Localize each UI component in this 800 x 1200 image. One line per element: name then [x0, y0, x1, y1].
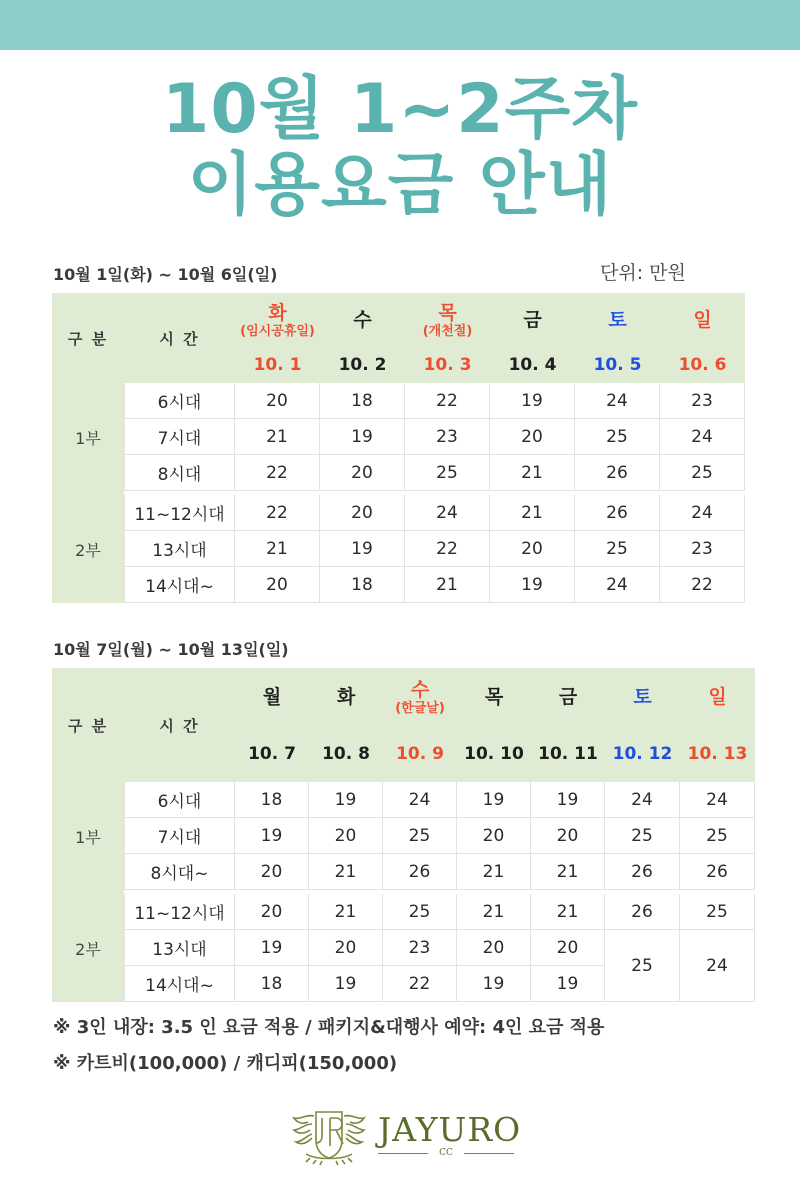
time-slot: 7시대 — [124, 419, 235, 455]
table-row — [52, 894, 755, 930]
rate-cell: 22 — [235, 455, 320, 491]
rate-cell: 21 — [457, 854, 531, 890]
rate-cell: 26 — [605, 894, 680, 930]
time-slot: 8시대~ — [124, 854, 235, 890]
rate-cell: 24 — [405, 495, 490, 531]
rate-cell: 20 — [457, 930, 531, 966]
rate-cell: 20 — [320, 455, 405, 491]
day-header: 화 — [309, 668, 383, 726]
date-header: 10. 11 — [531, 726, 605, 782]
rate-cell: 23 — [383, 930, 457, 966]
rate-cell: 21 — [531, 894, 605, 930]
rate-cell: 19 — [235, 818, 309, 854]
table-row — [52, 567, 745, 603]
rate-cell: 19 — [235, 930, 309, 966]
part-label: 2부 — [52, 894, 124, 1002]
date-header: 10. 2 — [320, 347, 405, 383]
table-row — [52, 930, 755, 966]
rate-cell: 21 — [235, 531, 320, 567]
note-line: ※ 3인 내장: 3.5 인 요금 적용 / 패키지&대행사 예약: 4인 요금 적용 — [53, 1017, 605, 1038]
rate-cell: 19 — [309, 782, 383, 818]
table-row — [52, 419, 745, 455]
note-line: ※ 카트비(100,000) / 캐디피(150,000) — [53, 1053, 398, 1074]
rate-cell: 20 — [235, 894, 309, 930]
week1-period: 10월 1일(화) ~ 10월 6일(일) — [53, 265, 278, 284]
rate-cell: 25 — [383, 894, 457, 930]
rate-cell: 20 — [531, 818, 605, 854]
time-slot: 13시대 — [124, 930, 235, 966]
time-slot: 14시대~ — [124, 567, 235, 603]
rate-cell: 19 — [457, 966, 531, 1002]
rate-cell: 21 — [457, 894, 531, 930]
time-header: 시 간 — [124, 668, 235, 782]
rate-cell: 21 — [309, 894, 383, 930]
week1-rate-table — [52, 293, 745, 603]
date-header: 10. 6 — [660, 347, 745, 383]
rate-cell: 26 — [680, 854, 755, 890]
unit-label: 단위: 만원 — [600, 262, 686, 284]
brand-logo — [286, 1104, 526, 1166]
rate-cell: 19 — [490, 567, 575, 603]
rate-cell: 19 — [320, 531, 405, 567]
day-header: 수 — [320, 293, 405, 347]
date-header: 10. 7 — [235, 726, 309, 782]
rate-cell-merged: 25 — [605, 930, 680, 1002]
time-slot: 11~12시대 — [124, 894, 235, 930]
time-slot: 6시대 — [124, 383, 235, 419]
rate-cell: 25 — [575, 419, 660, 455]
day-header: 일 — [680, 668, 755, 726]
rate-cell: 25 — [660, 455, 745, 491]
title-line-1: 10월 1~2주차 — [162, 70, 638, 149]
time-header: 시 간 — [124, 293, 235, 383]
rate-cell: 23 — [660, 383, 745, 419]
date-header: 10. 4 — [490, 347, 575, 383]
rate-cell: 25 — [680, 818, 755, 854]
time-slot: 7시대 — [124, 818, 235, 854]
rate-cell: 20 — [309, 930, 383, 966]
date-header: 10. 3 — [405, 347, 490, 383]
logo-wordmark: JAYURO — [378, 1110, 522, 1149]
rate-cell: 24 — [383, 782, 457, 818]
time-slot: 6시대 — [124, 782, 235, 818]
rate-cell: 20 — [235, 383, 320, 419]
division-header: 구 분 — [52, 668, 124, 782]
rate-cell: 19 — [531, 966, 605, 1002]
rate-cell: 24 — [680, 782, 755, 818]
rate-cell: 18 — [320, 567, 405, 603]
part-label: 2부 — [52, 495, 124, 603]
rate-cell: 24 — [660, 495, 745, 531]
rate-cell: 21 — [235, 419, 320, 455]
rate-cell: 25 — [383, 818, 457, 854]
date-header: 10. 12 — [605, 726, 680, 782]
rate-cell: 22 — [660, 567, 745, 603]
rate-cell: 23 — [660, 531, 745, 567]
rate-cell: 20 — [490, 531, 575, 567]
rate-cell: 20 — [490, 419, 575, 455]
rate-cell: 18 — [320, 383, 405, 419]
rate-cell: 19 — [320, 419, 405, 455]
day-header: 금 — [531, 668, 605, 726]
rate-cell: 22 — [405, 531, 490, 567]
title-line-2: 이용요금 안내 — [187, 146, 613, 225]
rate-cell: 25 — [605, 818, 680, 854]
rate-cell: 22 — [383, 966, 457, 1002]
rate-cell: 19 — [309, 966, 383, 1002]
rate-cell: 24 — [605, 782, 680, 818]
notes-section — [53, 1014, 604, 1086]
rate-cell: 26 — [383, 854, 457, 890]
rate-cell: 26 — [575, 495, 660, 531]
table-row — [52, 495, 745, 531]
page-title — [0, 72, 800, 224]
date-header: 10. 1 — [235, 347, 320, 383]
day-header: 목 — [457, 668, 531, 726]
day-header: 목 (개천절) — [405, 293, 490, 347]
part-label: 1부 — [52, 782, 124, 890]
date-header: 10. 9 — [383, 726, 457, 782]
rate-cell: 21 — [309, 854, 383, 890]
rate-cell: 25 — [680, 894, 755, 930]
table-row — [52, 455, 745, 491]
rate-cell: 23 — [405, 419, 490, 455]
time-slot: 14시대~ — [124, 966, 235, 1002]
rate-cell: 18 — [235, 966, 309, 1002]
rate-cell: 25 — [575, 531, 660, 567]
rate-cell: 25 — [405, 455, 490, 491]
table-row — [52, 818, 755, 854]
date-header: 10. 13 — [680, 726, 755, 782]
rate-cell: 20 — [235, 854, 309, 890]
time-slot: 13시대 — [124, 531, 235, 567]
table-row — [52, 383, 745, 419]
rate-cell: 21 — [405, 567, 490, 603]
date-header: 10. 5 — [575, 347, 660, 383]
day-header: 토 — [605, 668, 680, 726]
rate-cell: 20 — [235, 567, 320, 603]
rate-cell: 20 — [320, 495, 405, 531]
rate-cell: 20 — [309, 818, 383, 854]
day-header: 화 (임시공휴일) — [235, 293, 320, 347]
rate-cell: 24 — [575, 567, 660, 603]
rate-cell: 19 — [531, 782, 605, 818]
rate-cell: 24 — [660, 419, 745, 455]
rate-cell: 18 — [235, 782, 309, 818]
rate-cell: 22 — [235, 495, 320, 531]
rate-cell: 20 — [457, 818, 531, 854]
date-header: 10. 10 — [457, 726, 531, 782]
rate-cell: 20 — [531, 930, 605, 966]
week2-period: 10월 7일(월) ~ 10월 13일(일) — [53, 640, 289, 659]
day-header: 수 (한글날) — [383, 668, 457, 726]
rate-cell: 21 — [490, 495, 575, 531]
time-slot: 8시대 — [124, 455, 235, 491]
table-row — [52, 531, 745, 567]
rate-cell: 24 — [575, 383, 660, 419]
rate-cell: 22 — [405, 383, 490, 419]
logo-divider — [464, 1153, 514, 1154]
time-slot: 11~12시대 — [124, 495, 235, 531]
day-header: 월 — [235, 668, 309, 726]
jr-crest-emblem-icon — [286, 1104, 372, 1166]
rate-cell: 19 — [457, 782, 531, 818]
rate-cell: 19 — [490, 383, 575, 419]
rate-cell: 21 — [490, 455, 575, 491]
rate-cell: 21 — [531, 854, 605, 890]
day-header: 금 — [490, 293, 575, 347]
week2-rate-table — [52, 668, 755, 1002]
part-label: 1부 — [52, 383, 124, 491]
rate-cell-merged: 24 — [680, 930, 755, 1002]
day-header: 토 — [575, 293, 660, 347]
rate-cell: 26 — [575, 455, 660, 491]
logo-subtext: CC — [439, 1148, 453, 1158]
table-row — [52, 854, 755, 890]
rate-cell: 26 — [605, 854, 680, 890]
date-header: 10. 8 — [309, 726, 383, 782]
division-header: 구 분 — [52, 293, 124, 383]
table-row — [52, 782, 755, 818]
top-banner-bar — [0, 0, 800, 50]
day-header: 일 — [660, 293, 745, 347]
